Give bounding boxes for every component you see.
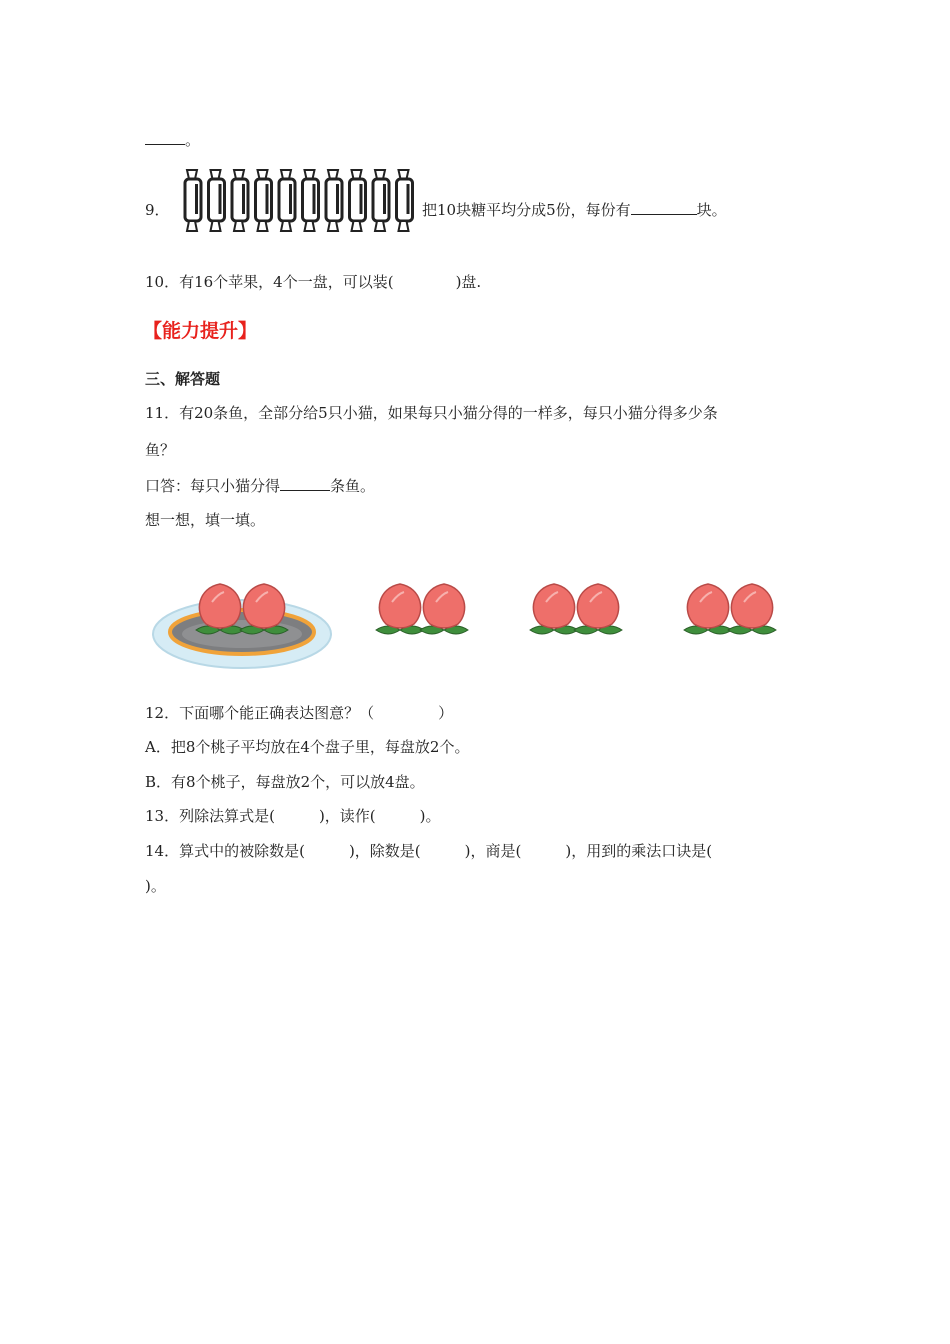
candy-icon (279, 170, 295, 231)
peach-icon (240, 584, 288, 634)
q10-line (145, 272, 481, 292)
q11-answer-after: 条鱼。 (330, 477, 376, 495)
ability-heading: 【能力提升】 (143, 320, 258, 342)
candy-icon (326, 170, 342, 231)
q14-part5: )。 (145, 877, 166, 895)
section-title: 三、解答题 (145, 370, 221, 388)
q9-text-before: 把10块糖平均分成5份，每份有 (422, 201, 631, 219)
q13-line (145, 806, 441, 826)
candy-icon (185, 170, 201, 231)
candy-group (185, 170, 413, 231)
q14-part2: )，除数是( (348, 842, 421, 860)
q12-option-b: B．有8个桃子，每盘放2个，可以放4盘。 (145, 773, 425, 791)
q14-line (145, 841, 712, 861)
q13-part2: )，读作( (318, 807, 376, 825)
q14-part1: 14．算式中的被除数是( (145, 842, 305, 860)
peaches-illustration (150, 578, 790, 673)
peach-icon (420, 584, 468, 634)
peach-icon (376, 584, 424, 634)
peach-icon (530, 584, 578, 634)
q13-part1: 13．列除法算式是( (145, 807, 275, 825)
q11-answer-before: 口答：每只小猫分得 (145, 477, 281, 495)
peach-icon (684, 584, 732, 634)
q11-answer-line (145, 476, 375, 496)
q10-text-after: )盘. (455, 273, 482, 291)
q13-part3: )。 (419, 807, 441, 825)
q11-line2: 鱼？ (145, 441, 176, 459)
q12-question-text: 12．下面哪个能正确表达图意？（ (145, 704, 375, 722)
q11-answer-blank[interactable] (280, 476, 330, 491)
answer-blank[interactable] (145, 130, 185, 145)
peach-icon (728, 584, 776, 634)
q12-option-a: A．把8个桃子平均放在4个盘子里，每盘放2个。 (145, 738, 470, 756)
peach-icon (196, 584, 244, 634)
top-fragment-line (145, 130, 200, 150)
candy-icon (303, 170, 319, 231)
think-prompt: 想一想，填一填。 (145, 511, 266, 529)
peach-icon (574, 584, 622, 634)
q14-part3: )，商是( (464, 842, 522, 860)
candy-icon (373, 170, 389, 231)
q11-line1: 11．有20条鱼，全部分给5只小猫，如果每只小猫分得的一样多，每只小猫分得多少条 (145, 404, 718, 422)
candy-icon (209, 170, 225, 231)
q12-question-end: ） (438, 704, 454, 722)
q9-text-after: 块。 (696, 201, 727, 219)
q14-line2 (145, 876, 166, 896)
q10-text-before: 10．有16个苹果，4个一盘，可以装( (145, 273, 394, 291)
q12-question (145, 703, 453, 723)
candy-icon (350, 170, 366, 231)
candy-icon (397, 170, 413, 231)
top-fragment-text: 。 (185, 131, 201, 149)
candy-icon (256, 170, 272, 231)
q14-part4: )，用到的乘法口诀是( (565, 842, 713, 860)
plate (153, 600, 331, 668)
q9-number: 9． (145, 201, 170, 219)
q9-answer-blank[interactable] (631, 200, 697, 215)
q9-text (422, 200, 727, 220)
candy-icon (232, 170, 248, 231)
candies-illustration (178, 168, 418, 234)
